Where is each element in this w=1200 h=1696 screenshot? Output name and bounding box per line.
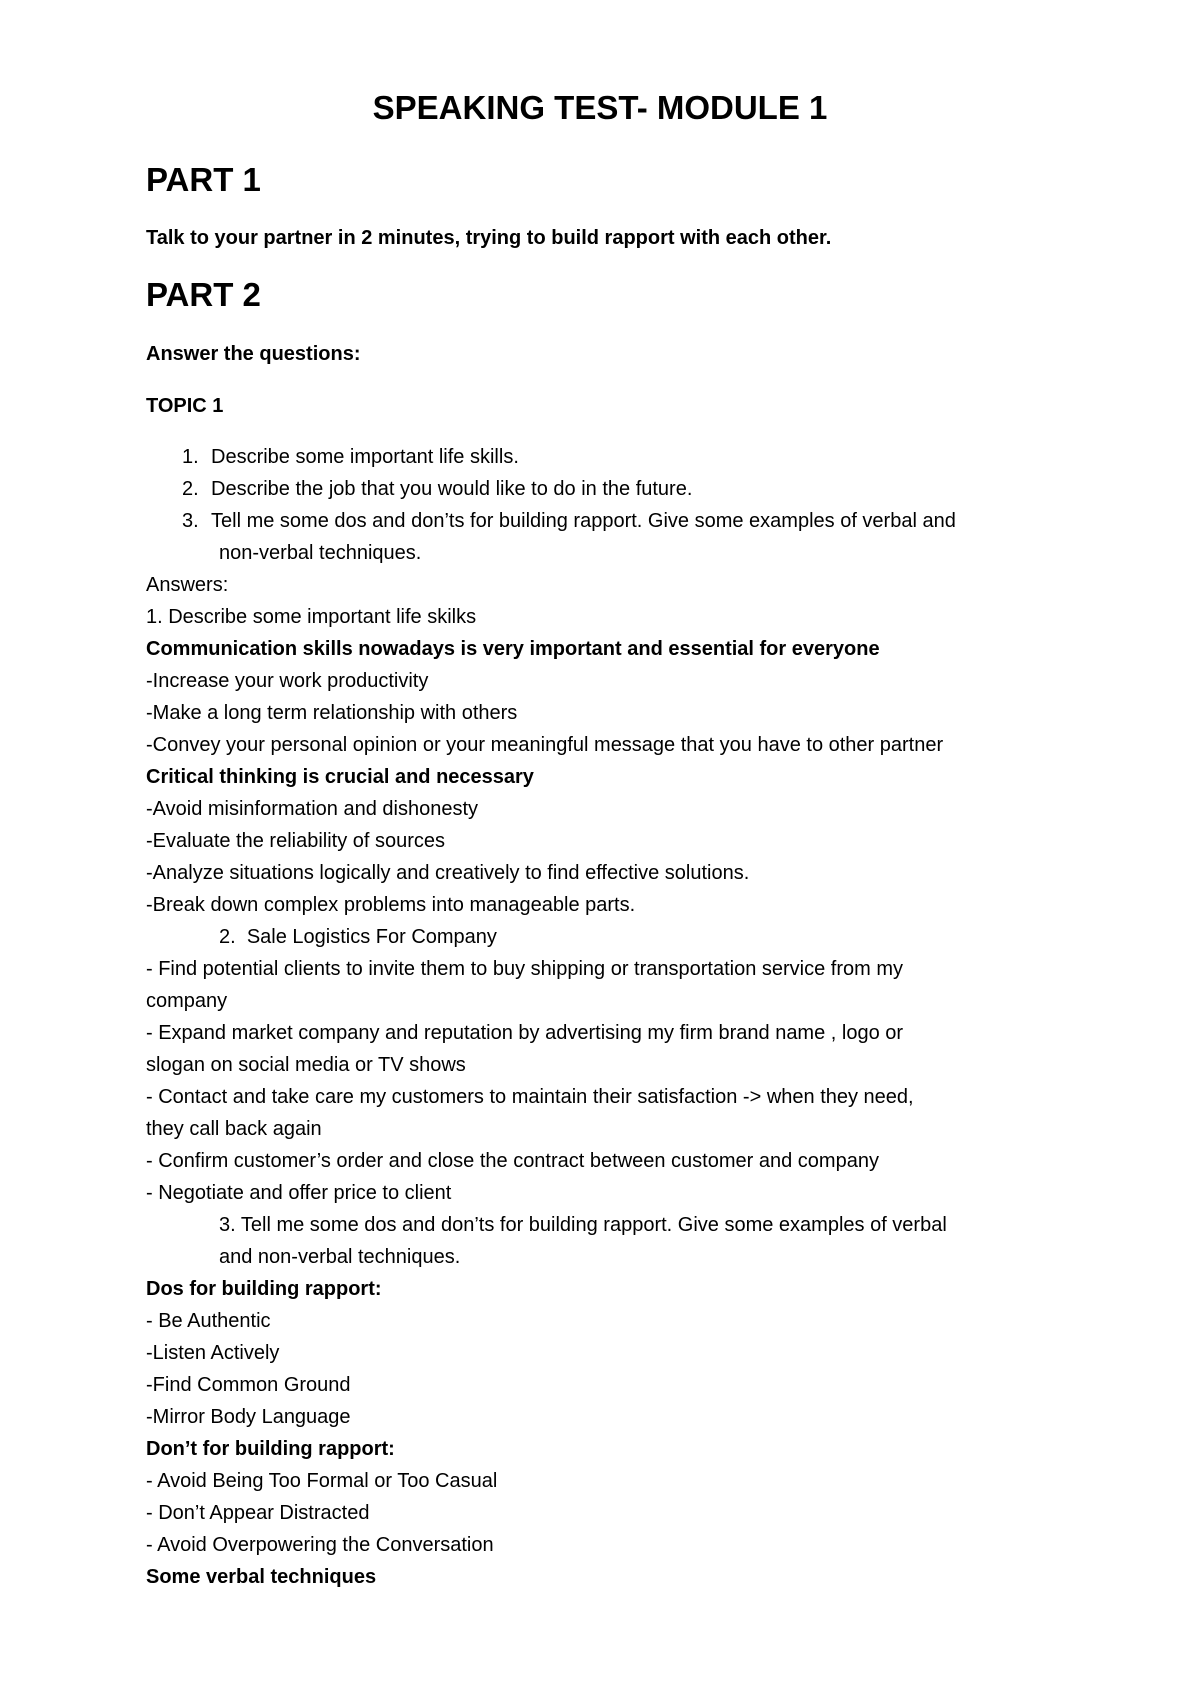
answer-2-title (219, 921, 497, 953)
list-item: company (146, 990, 228, 1012)
question-text: Describe the job that you would like to do in the future. (211, 478, 693, 500)
part2-heading: PART 2 (146, 276, 261, 313)
list-item: -Evaluate the reliability of sources (146, 830, 446, 852)
question-number: 1. (182, 446, 199, 468)
question-text: Describe some important life skills. (211, 446, 519, 468)
question-number: 2. (182, 478, 199, 500)
question-3-continued: non-verbal techniques. (219, 542, 422, 564)
question-1 (182, 441, 519, 473)
list-item: -Analyze situations logically and creatively to find effective solutions. (146, 862, 750, 884)
answer-3-title: 3. Tell me some dos and don’ts for building rapport. Give some examples of verbal (219, 1214, 947, 1236)
question-3 (182, 505, 956, 537)
list-item: they call back again (146, 1118, 322, 1140)
list-item: -Listen Actively (146, 1342, 280, 1364)
part2-instruction: Answer the questions: (146, 343, 361, 365)
list-item: - Be Authentic (146, 1310, 271, 1332)
list-item: - Find potential clients to invite them to buy shipping or transportation service from my (146, 958, 904, 980)
communication-heading: Communication skills nowadays is very important and essential for everyone (146, 638, 880, 660)
list-item: slogan on social media or TV shows (146, 1054, 466, 1076)
question-text: Tell me some dos and don’ts for building rapport. Give some examples of verbal and (211, 510, 956, 532)
topic-heading: TOPIC 1 (146, 395, 224, 417)
list-item: - Confirm customer’s order and close the contract between customer and company (146, 1150, 879, 1172)
verbal-techniques-heading: Some verbal techniques (146, 1566, 377, 1588)
list-item: - Don’t Appear Distracted (146, 1502, 370, 1524)
list-item: -Mirror Body Language (146, 1406, 351, 1428)
list-item: -Convey your personal opinion or your meaningful message that you have to other partner (146, 734, 944, 756)
answer-3-title-continued: and non-verbal techniques. (219, 1246, 461, 1268)
part1-instruction: Talk to your partner in 2 minutes, trying to build rapport with each other. (146, 227, 832, 249)
critical-thinking-heading: Critical thinking is crucial and necessary (146, 766, 534, 788)
answers-label: Answers: (146, 574, 229, 596)
question-2 (182, 473, 692, 505)
question-number: 3. (182, 510, 199, 532)
answer-1-title: 1. Describe some important life skilks (146, 606, 477, 628)
part1-heading: PART 1 (146, 161, 261, 198)
list-item: -Find Common Ground (146, 1374, 351, 1396)
list-item: -Avoid misinformation and dishonesty (146, 798, 479, 820)
document-page (146, 0, 1066, 1696)
document-title: SPEAKING TEST- MODULE 1 (372, 89, 828, 126)
list-item: - Negotiate and offer price to client (146, 1182, 452, 1204)
list-item: - Avoid Overpowering the Conversation (146, 1534, 494, 1556)
dos-heading: Dos for building rapport: (146, 1278, 382, 1300)
list-item: - Expand market company and reputation by advertising my firm brand name , logo or (146, 1022, 904, 1044)
answer-2-text: Sale Logistics For Company (246, 926, 497, 948)
donts-heading: Don’t for building rapport: (146, 1438, 395, 1460)
list-item: -Increase your work productivity (146, 670, 429, 692)
list-item: - Contact and take care my customers to maintain their satisfaction -> when they need, (146, 1086, 914, 1108)
list-item: -Break down complex problems into manageable parts. (146, 894, 636, 916)
list-item: -Make a long term relationship with others (146, 702, 518, 724)
list-item: - Avoid Being Too Formal or Too Casual (146, 1470, 498, 1492)
answer-2-number: 2. (219, 926, 236, 948)
